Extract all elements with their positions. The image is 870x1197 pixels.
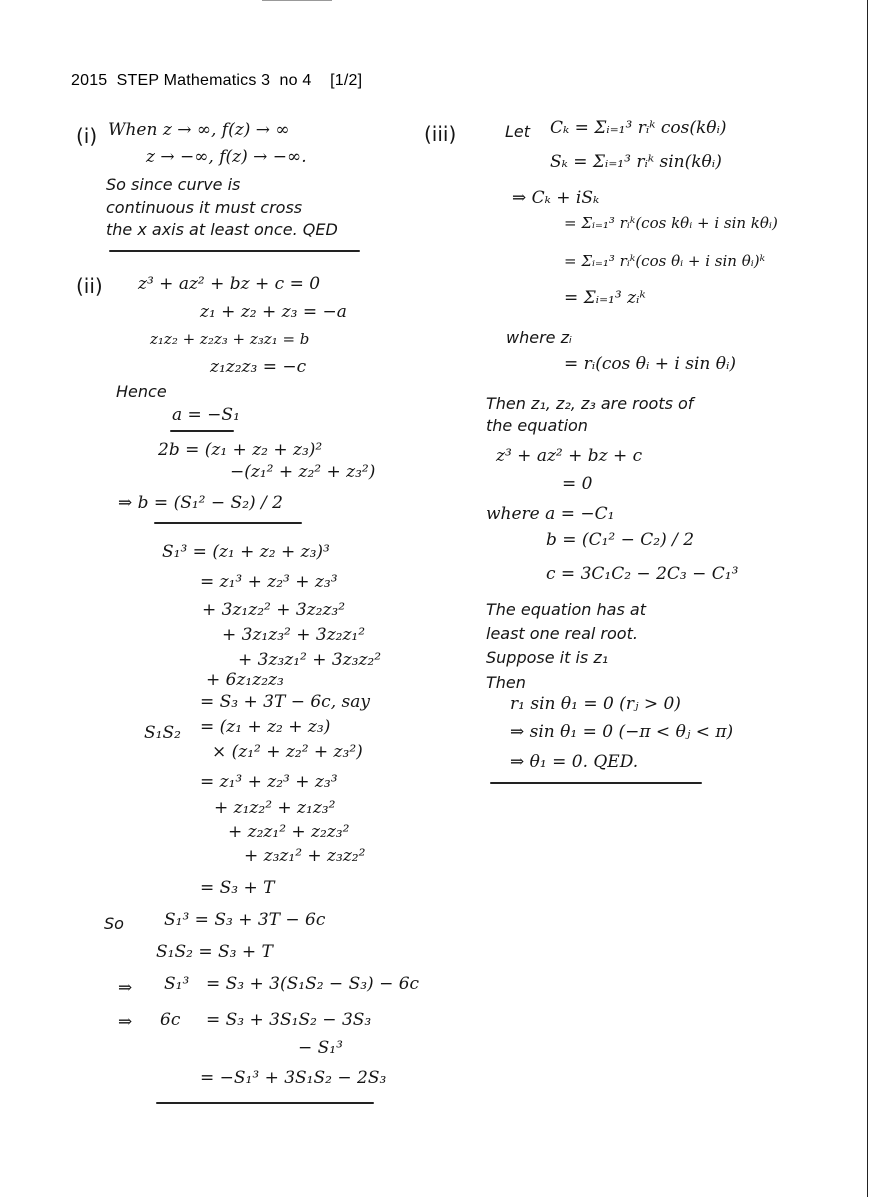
part-iii-line-2: Cₖ = Σᵢ₌₁³ rᵢᵏ cos(kθᵢ): [550, 118, 727, 138]
part-iii-line-1: Let: [505, 122, 531, 141]
part-iii-line-5: = Σᵢ₌₁³ rᵢᵏ(cos kθᵢ + i sin kθᵢ): [564, 214, 778, 232]
part-i-line-3: So since curve is: [106, 175, 241, 194]
part-ii-line-11: = z₁³ + z₂³ + z₃³: [200, 572, 338, 592]
part-ii-line-14: + 3z₃z₁² + 3z₃z₂²: [238, 650, 382, 670]
part-i-line-1: When z → ∞, f(z) → ∞: [108, 120, 290, 140]
part-ii-line-15: + 6z₁z₂z₃: [206, 670, 284, 690]
part-ii-line-29: S₁³: [164, 974, 190, 994]
part-iii-line-7: = Σᵢ₌₁³ zᵢᵏ: [564, 288, 646, 308]
part-iii-line-15: b = (C₁² − C₂) / 2: [546, 530, 695, 550]
part-ii-line-4: z₁z₂z₃ = −c: [210, 357, 307, 377]
part-ii-line-12: + 3z₁z₂² + 3z₂z₃²: [202, 600, 346, 620]
part-ii-end-rule: [156, 1102, 374, 1104]
part-iii-line-6: = Σᵢ₌₁³ rᵢᵏ(cos θᵢ + i sin θᵢ)ᵏ: [564, 252, 766, 270]
part-iii-line-17: The equation has at: [486, 600, 646, 619]
scan-edge-top: [262, 0, 332, 1]
part-ii-line-18: = (z₁ + z₂ + z₃): [200, 717, 331, 737]
part-ii-underline-b: [154, 522, 302, 524]
part-iii-line-20: Then: [486, 673, 526, 692]
part-iii-line-9: = rᵢ(cos θᵢ + i sin θᵢ): [564, 354, 737, 374]
part-iii-line-3: Sₖ = Σᵢ₌₁³ rᵢᵏ sin(kθᵢ): [550, 152, 722, 172]
part-iii-line-18: least one real root.: [486, 624, 638, 643]
part-ii-line-1: z³ + az² + bz + c = 0: [138, 274, 321, 294]
part-ii-line-31: ⇒: [118, 1012, 133, 1032]
part-iii-line-19: Suppose it is z₁: [486, 648, 609, 667]
part-ii-line-28: ⇒: [118, 978, 133, 998]
part-ii-line-25: So: [104, 914, 124, 933]
part-ii-line-22: + z₂z₁² + z₂z₃²: [228, 822, 350, 842]
part-ii-line-3: z₁z₂ + z₂z₃ + z₃z₁ = b: [150, 330, 310, 348]
part-i-end-rule: [109, 250, 360, 252]
part-ii-line-34: − S₁³: [298, 1038, 343, 1058]
scan-edge-right: [867, 0, 868, 1197]
part-iii-line-14: where a = −C₁: [486, 504, 615, 524]
part-iii-line-8: where zᵢ: [506, 328, 572, 347]
part-ii-line-32: 6c: [160, 1010, 181, 1030]
part-iii-line-21: r₁ sin θ₁ = 0 (rⱼ > 0): [510, 694, 681, 714]
part-ii-line-20: = z₁³ + z₂³ + z₃³: [200, 772, 338, 792]
part-iii-label: (iii): [424, 122, 457, 146]
part-iii-line-4: ⇒ Cₖ + iSₖ: [512, 188, 600, 208]
part-ii-line-7: 2b = (z₁ + z₂ + z₃)²: [158, 440, 323, 460]
part-ii-line-13: + 3z₁z₃² + 3z₂z₁²: [222, 625, 366, 645]
part-i-label: (i): [76, 124, 98, 148]
part-i-line-5: the x axis at least once. QED: [106, 220, 338, 239]
part-i-line-4: continuous it must cross: [106, 198, 303, 217]
part-ii-line-6: a = −S₁: [172, 405, 240, 425]
part-ii-line-16: = S₃ + 3T − 6c, say: [200, 692, 370, 712]
part-ii-line-10: S₁³ = (z₁ + z₂ + z₃)³: [162, 542, 330, 562]
part-ii-line-27: S₁S₂ = S₃ + T: [156, 942, 273, 962]
part-iii-end-rule: [490, 782, 702, 784]
part-ii-label: (ii): [76, 274, 103, 298]
part-ii-line-19: × (z₁² + z₂² + z₃²): [212, 742, 363, 762]
part-ii-line-33: = S₃ + 3S₁S₂ − 3S₃: [206, 1010, 372, 1030]
part-ii-line-23: + z₃z₁² + z₃z₂²: [244, 846, 366, 866]
part-ii-underline-a: [170, 430, 234, 432]
part-iii-line-13: = 0: [562, 474, 593, 494]
part-iii-line-23: ⇒ θ₁ = 0. QED.: [510, 752, 639, 772]
part-iii-line-10: Then z₁, z₂, z₃ are roots of: [486, 394, 694, 413]
part-ii-line-24: = S₃ + T: [200, 878, 275, 898]
page-title: 2015 STEP Mathematics 3 no 4 [1/2]: [71, 72, 363, 89]
part-iii-line-12: z³ + az² + bz + c: [496, 446, 643, 466]
part-i-line-2: z → −∞, f(z) → −∞.: [146, 147, 307, 167]
part-ii-line-5: Hence: [116, 382, 167, 401]
part-iii-line-16: c = 3C₁C₂ − 2C₃ − C₁³: [546, 564, 739, 584]
part-ii-line-30: = S₃ + 3(S₁S₂ − S₃) − 6c: [206, 974, 420, 994]
part-ii-line-8: −(z₁² + z₂² + z₃²): [230, 462, 376, 482]
part-iii-line-11: the equation: [486, 416, 588, 435]
part-ii-line-9: ⇒ b = (S₁² − S₂) / 2: [118, 493, 283, 513]
part-ii-line-17: S₁S₂: [144, 723, 181, 743]
part-ii-line-26: S₁³ = S₃ + 3T − 6c: [164, 910, 326, 930]
part-iii-line-22: ⇒ sin θ₁ = 0 (−π < θⱼ < π): [510, 722, 734, 742]
part-ii-line-2: z₁ + z₂ + z₃ = −a: [200, 302, 347, 322]
part-ii-line-35: = −S₁³ + 3S₁S₂ − 2S₃: [200, 1068, 387, 1088]
part-ii-line-21: + z₁z₂² + z₁z₃²: [214, 798, 336, 818]
